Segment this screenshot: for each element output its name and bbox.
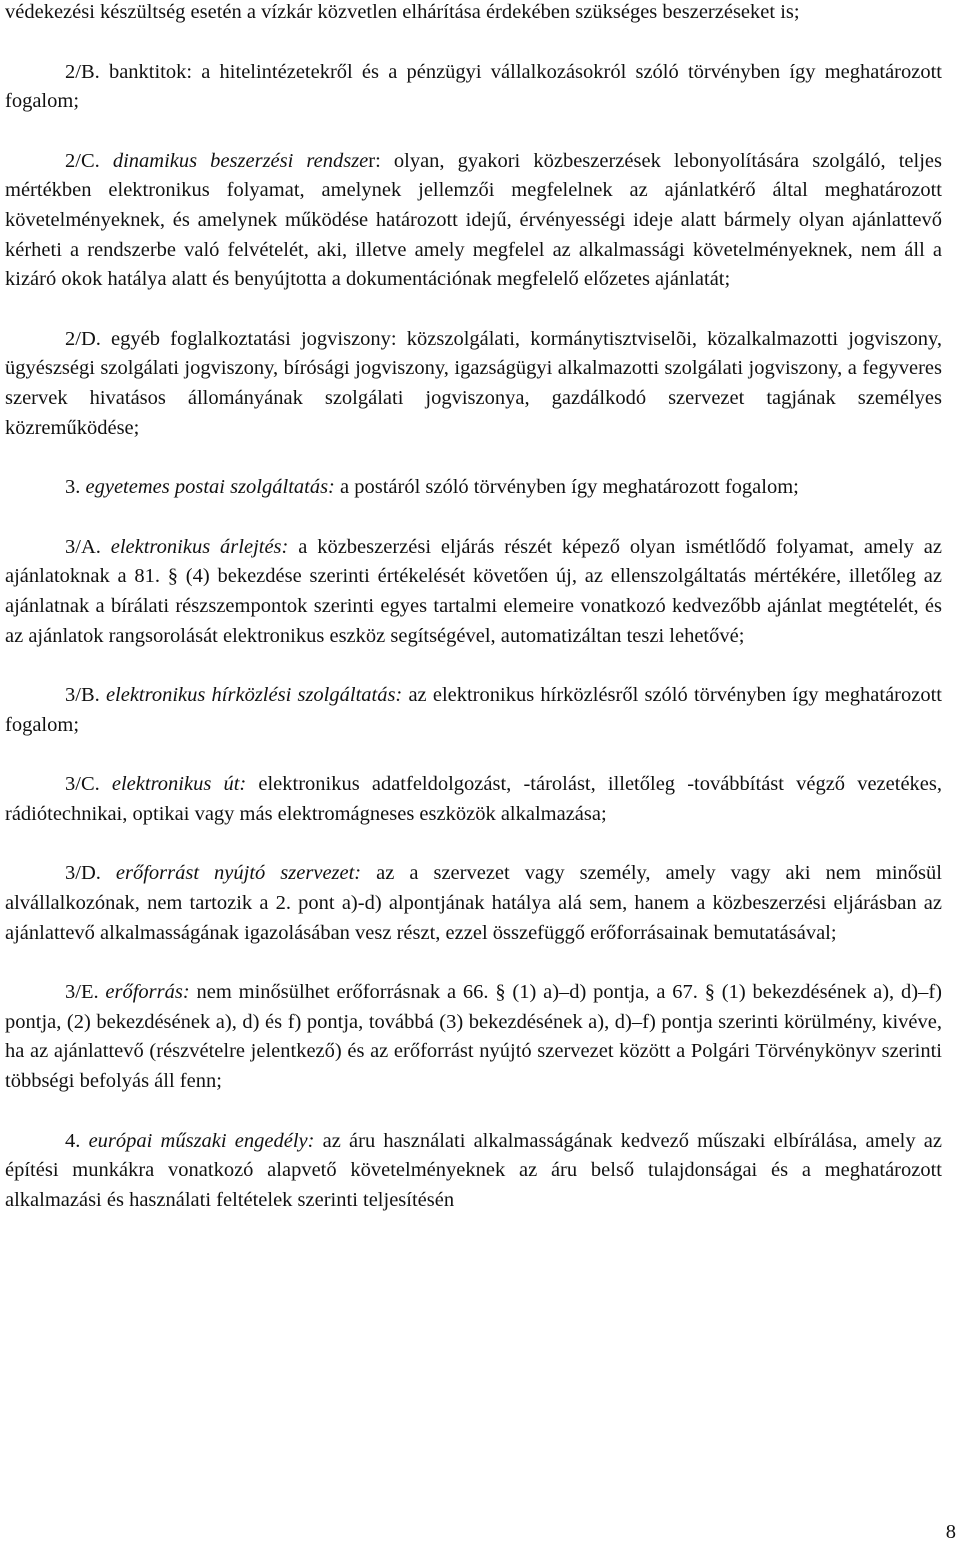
paragraph-text: védekezési készültség esetén a vízkár közvetlen elhárítása érdekében szükséges beszerzéseket is; (5, 1, 800, 23)
definition-3e (5, 978, 942, 1096)
definition-number: 3. (65, 476, 81, 499)
definition-text: egyéb foglalkoztatási jogviszony: közszolgálati, kormánytisztviselõi, közalkalmazotti jogviszony, ügyészségi szolgálati jogviszony, bírósági jogviszony, igazságügyi alkalmazotti szolgálati jogviszony, a fegyveres szervek hivatásos állományának szolgálati jogviszonya, gazdálkodó szervezet tagjának személyes közreműködése; (5, 327, 942, 439)
definition-term: európai műszaki engedély: (80, 1129, 315, 1152)
definition-term: elektronikus út: (99, 773, 247, 796)
definition-text: a közbeszerzési eljárás részét képező olyan ismétlődő folyamat, amely az ajánlatoknak a 81. § (4) bekezdése szerinti értékelését követően új, az ellenszolgáltatás mértékére, illetőleg az ajánlatnak a bírálati részszempontok szerinti egyes tartalmi elemeire vonatkozó kedvezőbb ajánlat megtételét, és az ajánlatok rangsorolását elektronikus eszköz segítségével, automatizáltan teszi lehetővé; (5, 535, 942, 647)
definition-text: az áru használati alkalmasságának kedvező műszaki elbírálása, amely az építési munkákra vonatkozó alapvető követelményeknek az áru belső tulajdonságai és a meghatározott alkalmazási és használati feltételek szerinti teljesítésén (5, 1129, 943, 1211)
definition-3c (5, 770, 942, 829)
definition-term: dinamikus beszerzési rendsze (99, 149, 369, 172)
definition-4 (5, 1127, 942, 1216)
definition-number: 2/B. (65, 60, 100, 83)
definition-2c (5, 147, 942, 295)
definition-text: az a szervezet vagy személy, amely vagy aki nem minősül alvállalkozónak, nem tartozik a 2. pont a)-d) alpontjának hatálya alá sem, hanem a közbeszerzési eljárásban az ajánlattevő alkalmasságának igazolásában vesz részt, ezzel összefüggő erőforrásainak bemutatásával; (5, 862, 942, 944)
definition-number: 3/A. (65, 535, 101, 558)
definition-number: 2/C. (65, 149, 100, 172)
definition-text: az elektronikus hírközlésről szóló törvényben így meghatározott fogalom; (5, 684, 942, 736)
definition-number: 3/D. (65, 862, 101, 885)
definition-text: r: olyan, gyakori közbeszerzések lebonyolítására szolgáló, teljes mértékben elektronikus folyamat, amelynek jellemzői megfelelnek az ajánlatkérő által meghatározott követelményeknek, és amelynek működése határozott idejű, érvényességi ideje alatt bármely olyan ajánlattevő kérheti a rendszerbe való felvételét, aki, illetve amely megfelel az alkalmassági követelményeknek, nem áll a kizáró okok hatálya alatt és benyújtotta a dokumentációnak megfelelő előzetes ajánlatát; (5, 149, 942, 291)
definition-number: 3/C. (65, 773, 100, 796)
definition-term: erőforrást nyújtó szervezet: (100, 862, 362, 885)
definition-term: elektronikus árlejtés: (100, 535, 289, 558)
definition-text: nem minősülhet erőforrásnak a 66. § (1) a)–d) pontja, a 67. § (1) bekezdésének a), d)–f) pontja, (2) bekezdésének a), d) és f) pontja, továbbá (3) bekezdésének a), d)–f) pontja szerinti körülmény, kivéve, ha az ajánlattevő (részvételre jelentkező) és az erőforrást nyújtó szervezet között a Polgári Törvénykönyv szerinti többségi befolyás áll fenn; (5, 981, 942, 1093)
definition-3b (5, 681, 942, 740)
definition-3d (5, 859, 942, 948)
definition-number: 3/B. (65, 684, 100, 707)
definition-3a (5, 533, 942, 651)
definition-text: banktitok: a hitelintézetekről és a pénzügyi vállalkozásokról szóló törvényben így meghatározott fogalom; (5, 60, 942, 113)
definition-2b (5, 58, 942, 117)
definition-number: 3/E. (65, 981, 99, 1004)
definition-text: elektronikus adatfeldolgozást, -tárolást, illetőleg -továbbítást végző vezetékes, rádiótechnikai, optikai vagy más elektromágneses eszközök alkalmazása; (5, 773, 942, 825)
definition-term: elektronikus hírközlési szolgáltatás: (99, 684, 403, 707)
document-page (5, 0, 942, 1245)
definition-text: a postáról szóló törvényben így meghatározott fogalom; (334, 476, 799, 499)
definition-number: 4. (65, 1129, 81, 1152)
paragraph-continuation (5, 0, 942, 28)
definition-3 (5, 473, 942, 503)
definition-number: 2/D. (65, 327, 101, 350)
definition-term: egyetemes postai szolgáltatás: (80, 476, 335, 499)
definition-term: erőforrás: (98, 981, 190, 1004)
page-number: 8 (945, 1521, 956, 1543)
definition-2d (5, 325, 942, 443)
